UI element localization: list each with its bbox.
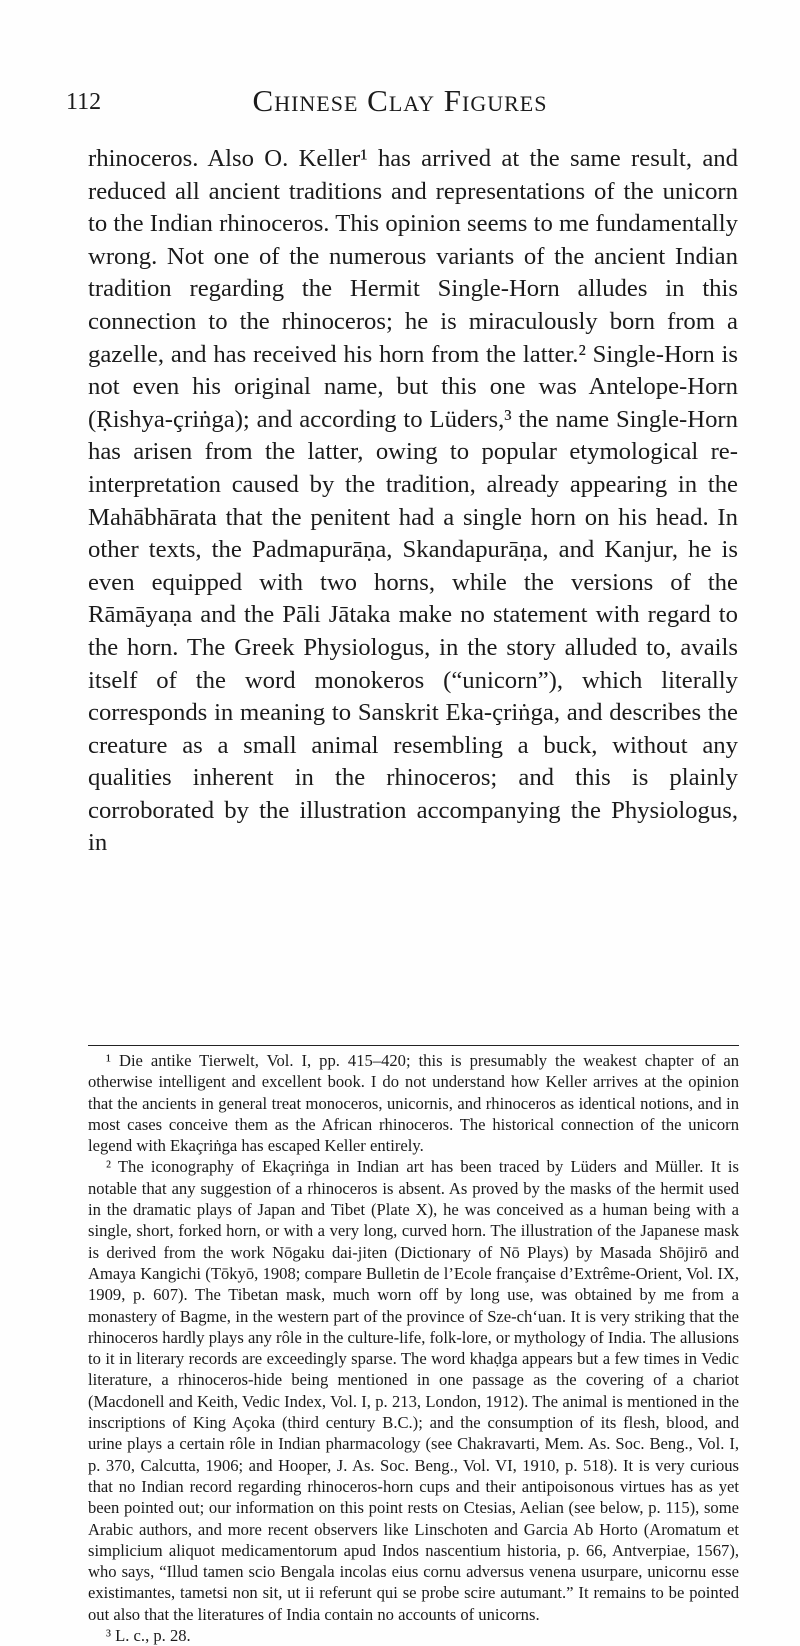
page-number: 112 [66, 89, 102, 115]
footnote-rule [88, 1045, 739, 1046]
page-header [0, 79, 800, 119]
footnotes [88, 1050, 739, 1646]
footnote-3: ³ L. c., p. 28. [106, 1626, 191, 1646]
main-text [88, 143, 738, 860]
footnote-1: ¹ Die antike Tierwelt, Vol. I, pp. 415–420; this is presumably the weakest chapter of an otherwise intelligent and excellent book. I do not understand how Keller arrives at the opinion that the ancients in general treat monoceros, unicornis, and rhinoceros as identical notions, and in most cases conceive them as the African rhinoceros. The historical connection of the unicorn legend with Ekaçriṅga has escaped Keller entirely. [88, 1051, 739, 1156]
running-title: Chinese Clay Figures [252, 83, 548, 118]
body-paragraph: rhinoceros. Also O. Keller¹ has arrived at the same result, and reduced all ancient traditions and representations of the unicorn to the Indian rhinoceros. This opinion seems to me fundamentally wrong. Not one of the numerous variants of the ancient Indian tradition regarding the Hermit Single-Horn alludes in this connection to the rhinoceros; he is miraculously born from a gazelle, and has received his horn from the latter.² Single-Horn is not even his original name, but this one was Antelope-Horn (Ṛishya-çriṅga); and according to Lüders,³ the name Single-Horn has arisen from the latter, owing to popular etymological re-interpretation caused by the tradition, already appearing in the Mahābhārata that the penitent had a single horn on his head. In other texts, the Padmapurāṇa, Skandapurāṇa, and Kanjur, he is even equipped with two horns, while the versions of the Rāmāyaṇa and the Pāli Jātaka make no statement with regard to the horn. The Greek Physiologus, in the story alluded to, avails itself of the word monokeros (“unicorn”), which literally corresponds in meaning to Sanskrit Eka-çriṅga, and describes the creature as a small animal resembling a buck, without any qualities inherent in the rhinoceros; and this is plainly corroborated by the illustration accompanying the Physiologus, in [88, 145, 738, 857]
footnote-2: ² The iconography of Ekaçriṅga in Indian art has been traced by Lüders and Müller. It is notable that any suggestion of a rhinoceros is absent. As proved by the masks of the hermit used in the dramatic plays of Japan and Tibet (Plate X), he was conceived as a human being with a single, short, forked horn, or with a very long, curved horn. The illustration of the Japanese mask is derived from the work Nōgaku dai-jiten (Dictionary of Nō Plays) by Masada Shōjirō and Amaya Kangichi (Tōkyō, 1908; compare Bulletin de l’Ecole française d’Extrême-Orient, Vol. IX, 1909, p. 607). The Tibetan mask, much worn off by long use, was obtained by me from a monastery of Bagme, in the western part of the province of Sze-ch‘uan. It is very striking that the rhinoceros hardly plays any rôle in the culture-life, folk-lore, or mythology of India. The allusions to it in literary records are exceedingly sparse. The word khaḍga appears but a few times in Vedic literature, a rhinoceros-hide being mentioned in one passage as the covering of a chariot (Macdonell and Keith, Vedic Index, Vol. I, p. 213, London, 1912). The animal is mentioned in the inscriptions of King Açoka (third century B.C.); and the consumption of its flesh, blood, and urine plays a certain rôle in Indian pharmacology (see Chakravarti, Mem. As. Soc. Beng., Vol. I, p. 370, Calcutta, 1906; and Hooper, J. As. Soc. Beng., Vol. VI, 1910, p. 518). It is very curious that no Indian record regarding rhinoceros-horn cups and their antipoisonous virtues has as yet been pointed out; our information on this point rests on Ctesias, Aelian (see below, p. 115), some Arabic authors, and more recent observers like Linschoten and Garcia Ab Horto (Aromatum et simplicium aliquot medicamentorum apud Indos nascentium historia, p. 66, Antverpiae, 1567), who says, “Illud tamen scio Bengala incolas eius cornu adversus venena usurpare, unicornu esse existimantes, tametsi non sit, ut ii referunt qui se probe scire autumant.” It remains to be pointed out also that the literatures of India contain no accounts of unicorns. [88, 1157, 739, 1624]
